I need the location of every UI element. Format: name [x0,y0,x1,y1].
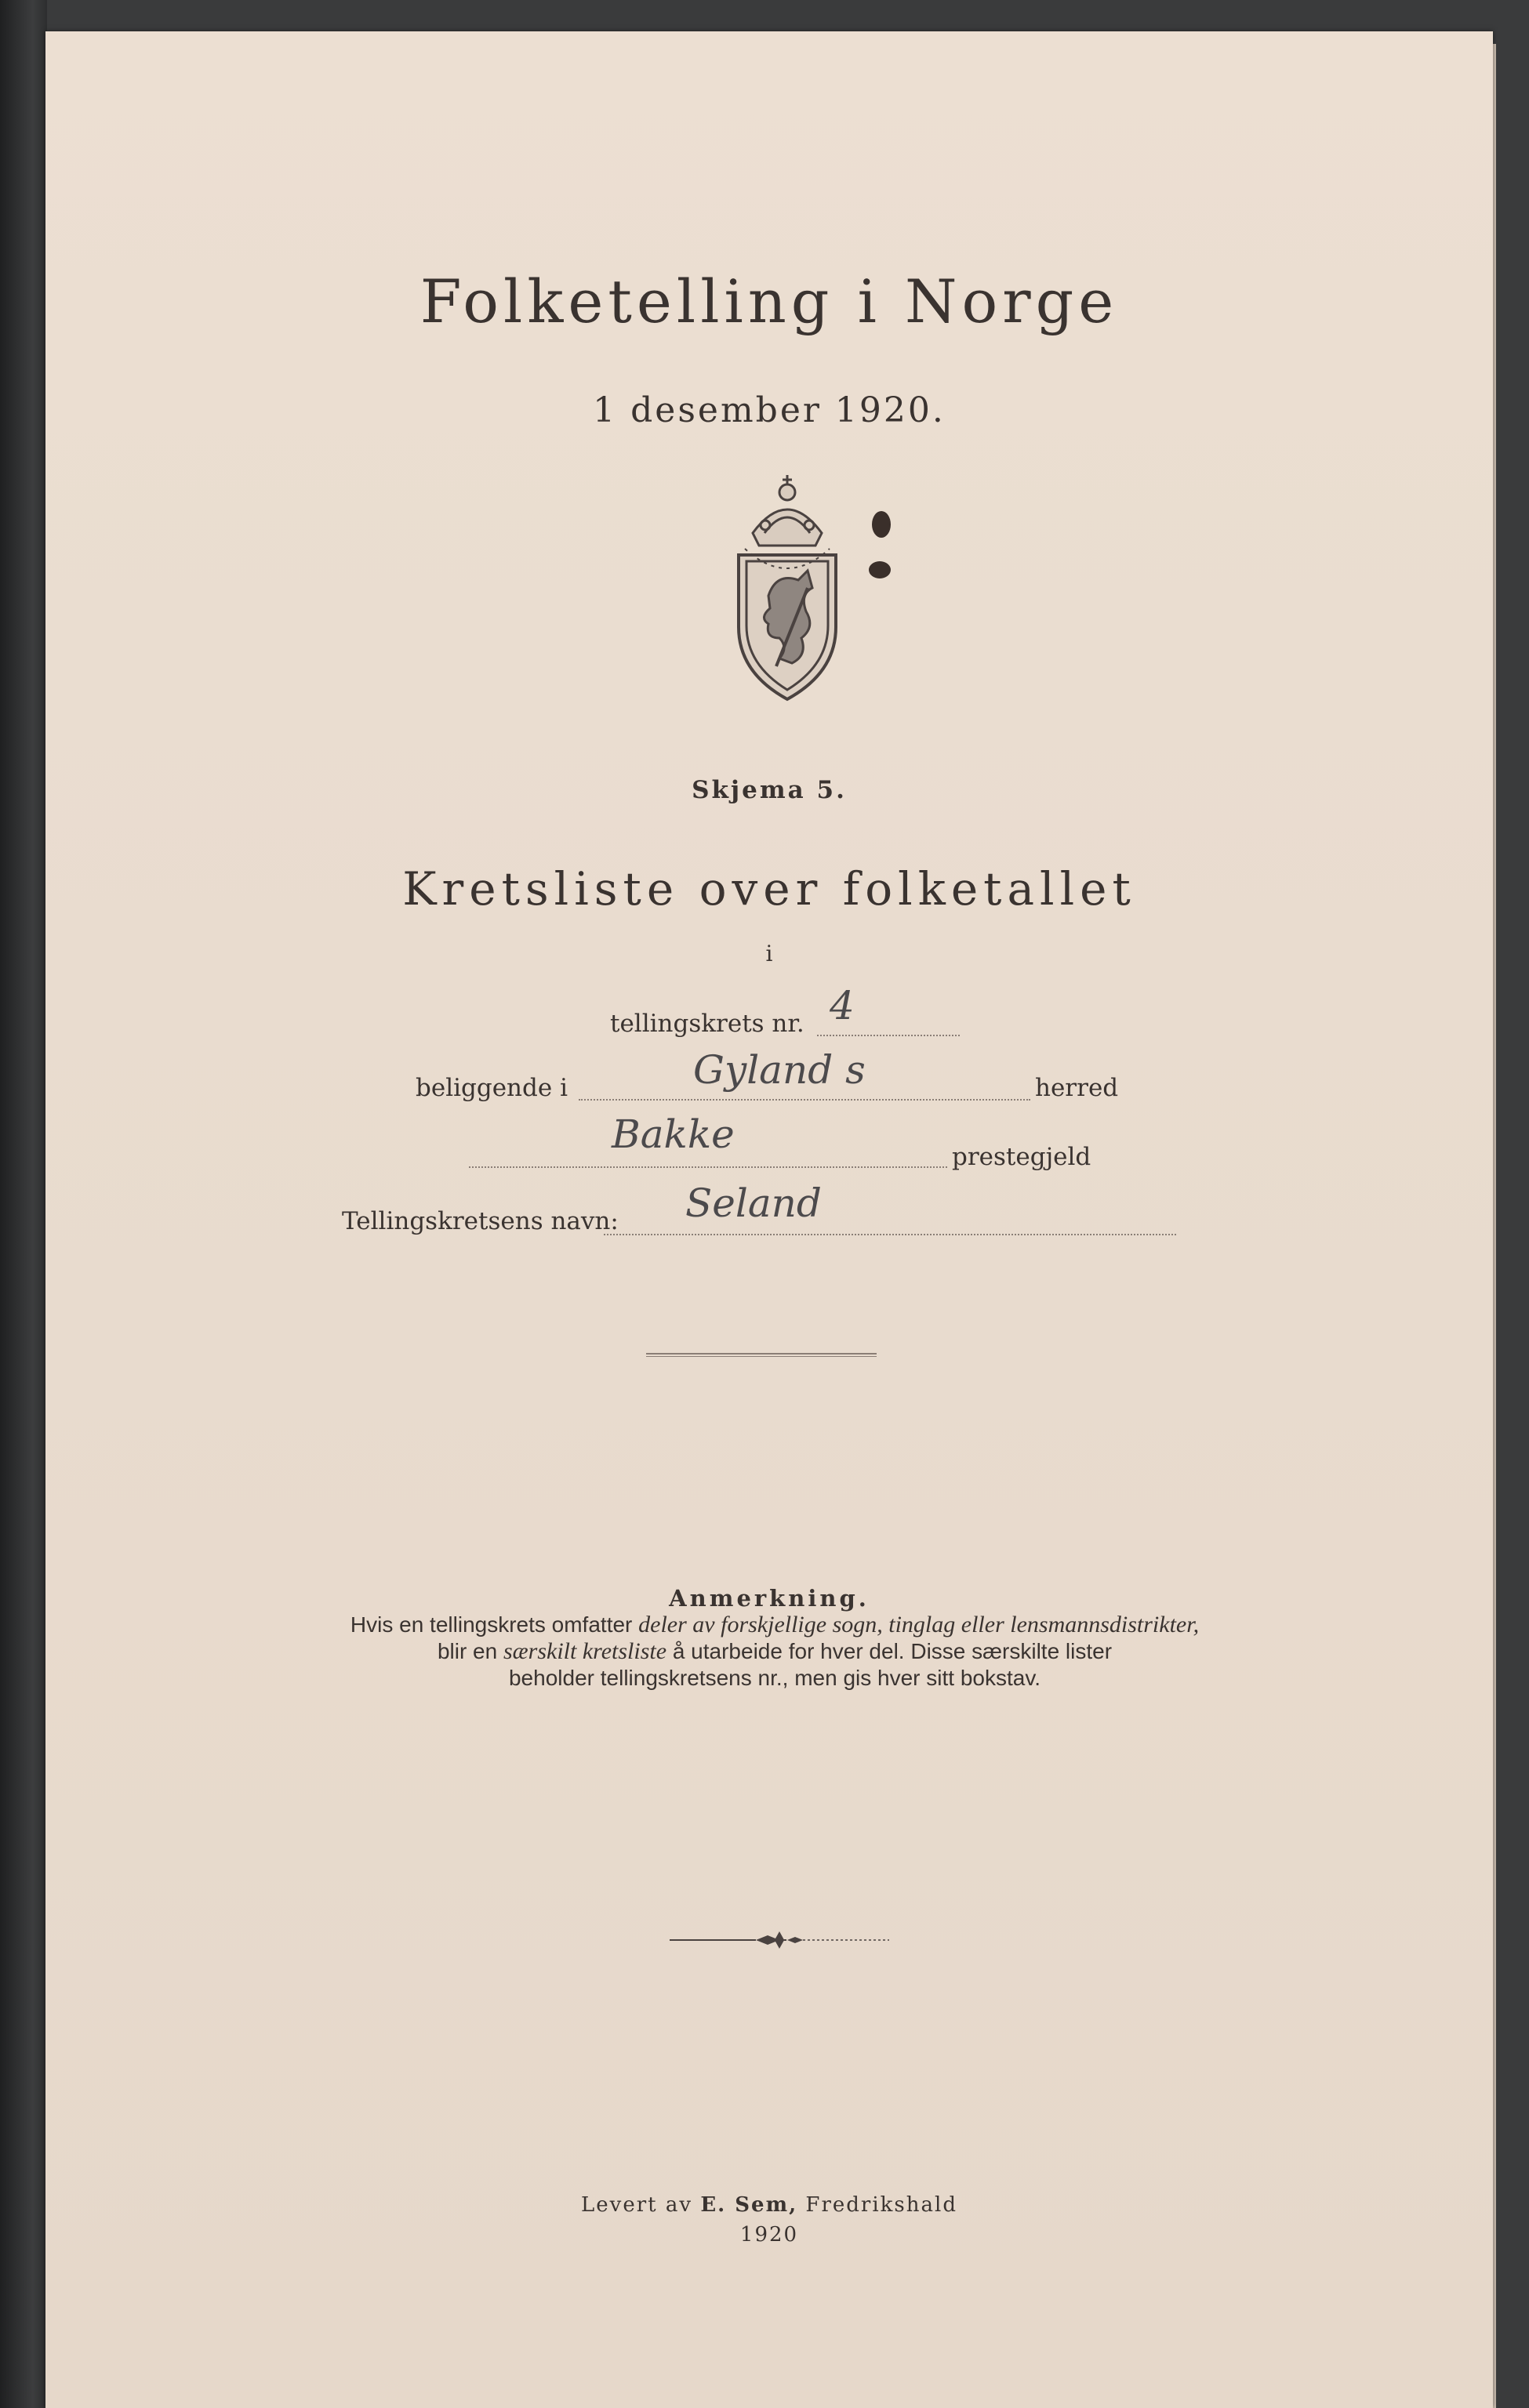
document-title: Folketelling i Norge [419,267,1119,336]
remark-line-2: blir en særskilt kretsliste å utarbeide for hver del. Disse særskilte lister [437,1638,1113,1664]
name-field[interactable] [604,1234,1176,1235]
located-label: beliggende i [416,1074,568,1102]
census-date: 1 desember 1920. [593,390,946,430]
schema-number: Skjema 5. [692,776,847,804]
census-form-page [45,31,1493,2408]
herred-label: herred [1035,1074,1119,1102]
print-year: 1920 [739,2223,799,2247]
form-heading: Kretsliste over folketallet [402,862,1136,916]
district-value: 4 [830,983,855,1028]
located-field[interactable] [579,1099,1030,1101]
parish-value: Bakke [612,1112,735,1157]
district-field[interactable] [817,1035,960,1036]
book-binding [0,0,47,2408]
section-divider [646,1353,877,1357]
name-value: Seland [685,1180,822,1226]
remark-title: Anmerkning. [669,1585,870,1612]
name-label: Tellingskretsens navn: [342,1207,619,1235]
remark-line-3: beholder tellingskretsens nr., men gis hver sitt bokstav. [508,1666,1041,1690]
ink-blot [872,511,891,538]
district-label: tellingskrets nr. [610,1010,804,1038]
printer-credit: Levert av E. Sem, Fredrikshald [581,2193,957,2217]
ink-blot [869,561,891,578]
parish-field[interactable] [469,1166,947,1168]
ornament-divider-icon [670,1928,889,1952]
parish-label: prestegjeld [952,1143,1091,1171]
located-value: Gyland s [693,1047,866,1093]
remark-text [273,1612,1277,1692]
norway-coat-of-arms-icon [698,470,877,705]
connector-text: i [765,941,773,966]
remark-line-1: Hvis en tellingskrets omfatter deler av forskjellige sogn, tinglag eller lensmannsdistrikter, [350,1612,1200,1637]
